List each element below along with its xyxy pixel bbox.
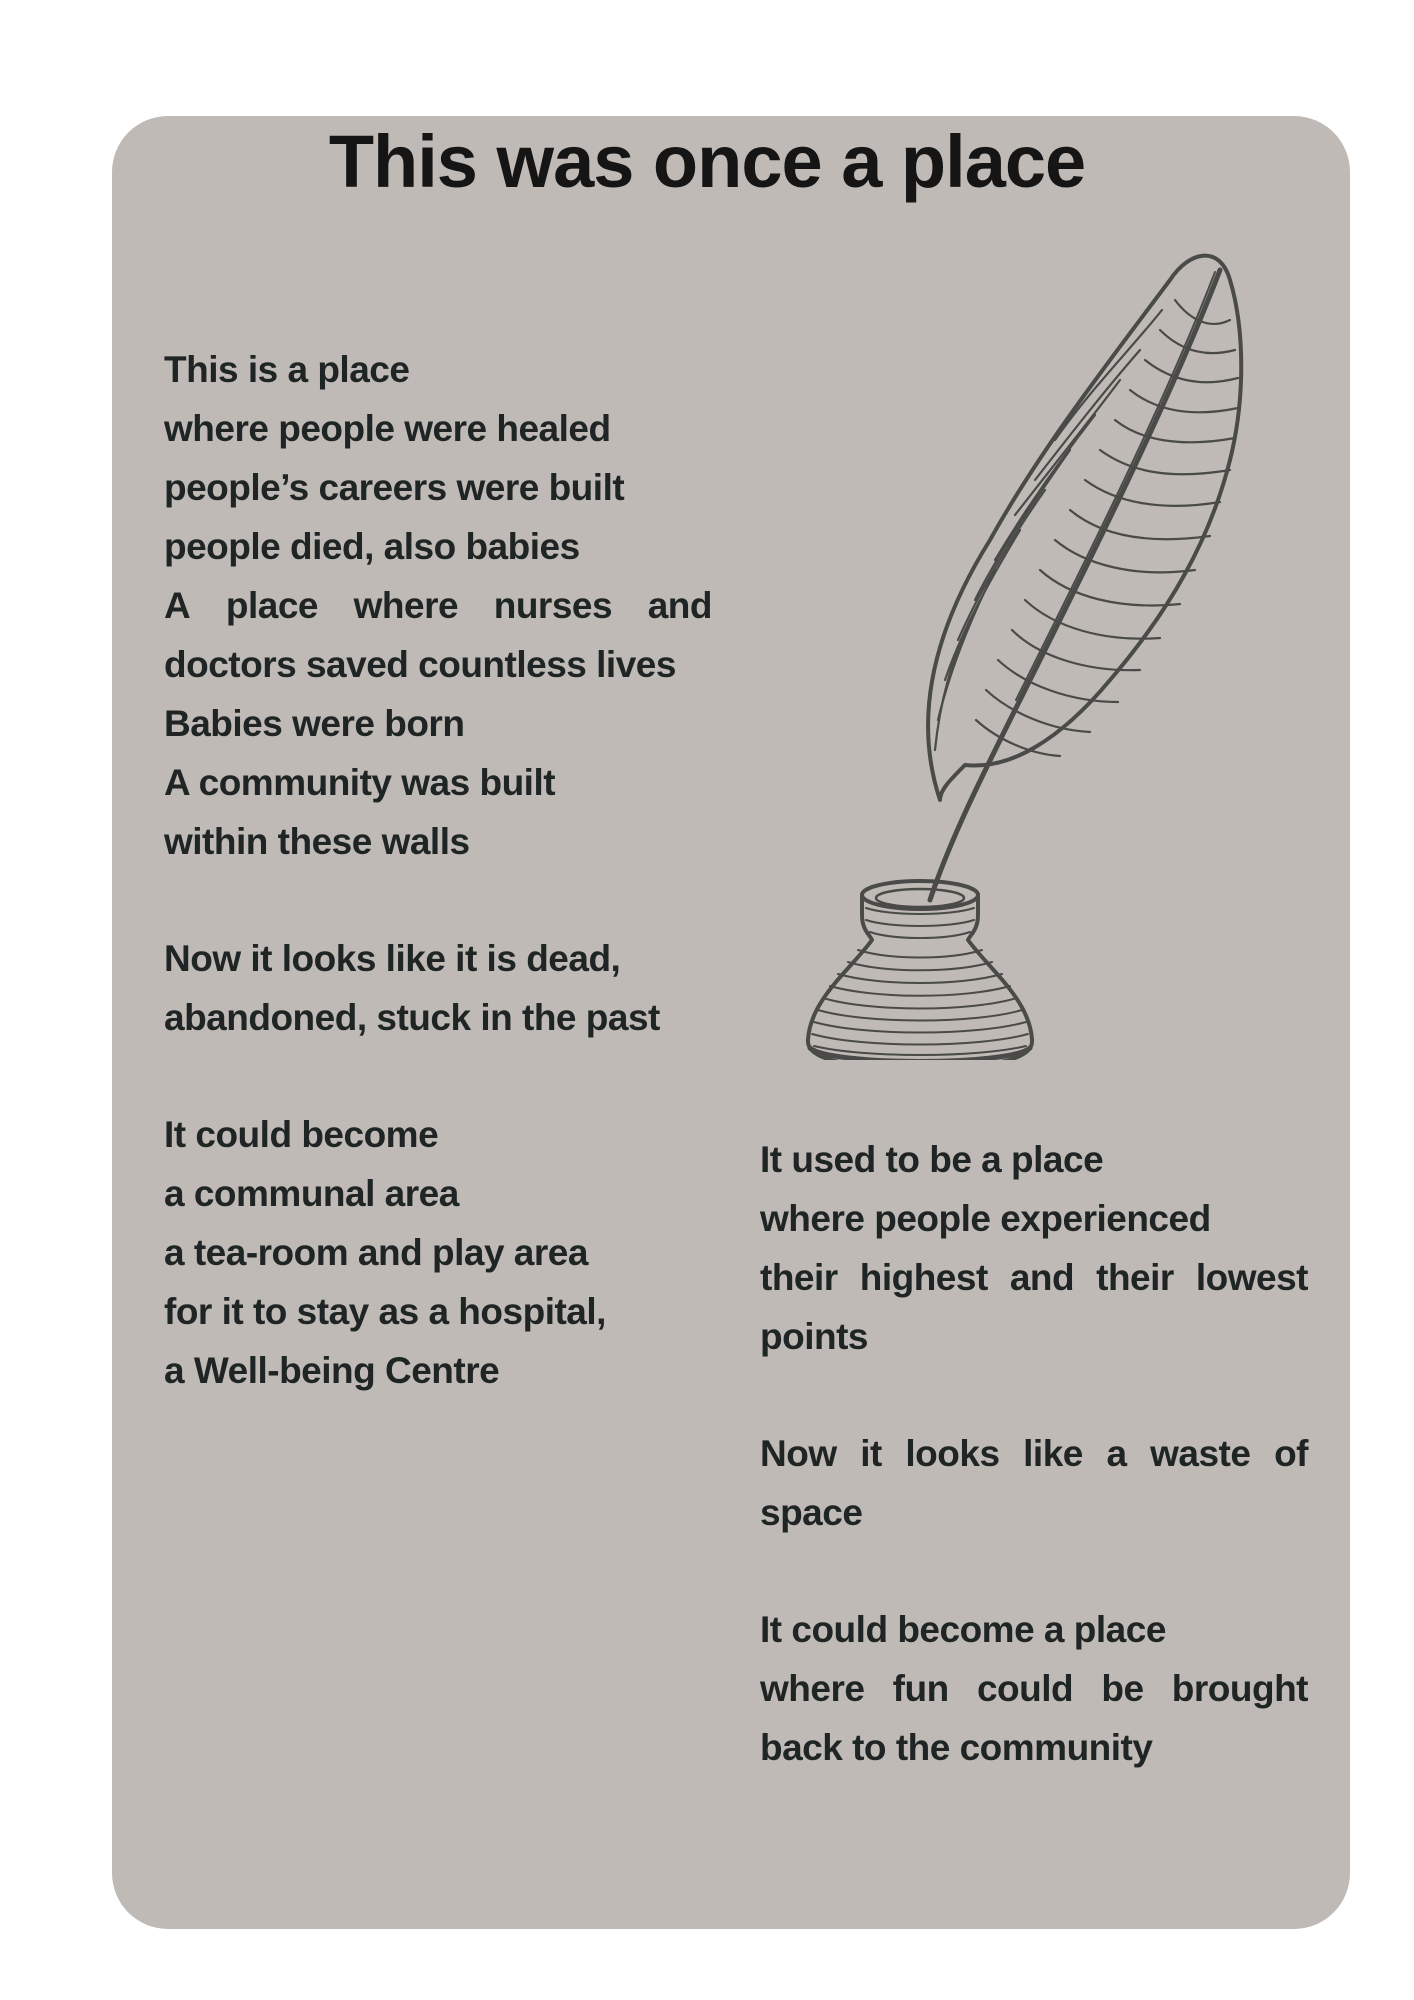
- poem-line: [760, 1659, 1308, 1718]
- poem-line: points: [760, 1316, 868, 1357]
- poem-word: like: [1023, 1433, 1083, 1474]
- poem-line: a Well-being Centre: [164, 1350, 500, 1391]
- poem-word: their: [1096, 1257, 1174, 1298]
- poem-line: a tea-room and play area: [164, 1232, 588, 1273]
- poem-line: abandoned, stuck in the past: [164, 997, 660, 1038]
- poem-word: place: [225, 585, 318, 626]
- right-stanza-1: [760, 1130, 1308, 1366]
- poem-word: their: [760, 1257, 838, 1298]
- poem-line: It could become a place: [760, 1609, 1166, 1650]
- poem-word: it: [860, 1433, 882, 1474]
- poem-line: [760, 1248, 1308, 1307]
- poem-word: brought: [1171, 1668, 1308, 1709]
- right-stanza-3: [760, 1600, 1308, 1777]
- poem-line: A community was built: [164, 762, 556, 803]
- left-stanza-1: [164, 340, 712, 871]
- poem-word: looks: [905, 1433, 1000, 1474]
- poem-line: This is a place: [164, 349, 410, 390]
- poem-line: for it to stay as a hospital,: [164, 1291, 606, 1332]
- poem-line: Babies were born: [164, 703, 465, 744]
- poem-word: A: [164, 585, 191, 626]
- poem-word: where: [760, 1668, 865, 1709]
- poem-word: and: [1009, 1257, 1075, 1298]
- poem-line: space: [760, 1492, 863, 1533]
- inkwell-icon: [808, 881, 1032, 1060]
- poem-line: doctors saved countless lives: [164, 644, 676, 685]
- poem-word: Now: [760, 1433, 837, 1474]
- right-stanza-2: [760, 1424, 1308, 1542]
- page-title: This was once a place: [328, 120, 1086, 203]
- poem-word: waste: [1150, 1433, 1251, 1474]
- poem-word: highest: [859, 1257, 988, 1298]
- poem-line: Now it looks like it is dead,: [164, 938, 621, 979]
- poem-word: nurses: [493, 585, 613, 626]
- poem-line: [164, 576, 712, 635]
- poem-word: fun: [892, 1668, 949, 1709]
- poem-line: within these walls: [164, 821, 470, 862]
- poem-word: lowest: [1195, 1257, 1308, 1298]
- poem-word: a: [1106, 1433, 1127, 1474]
- left-stanza-3: [164, 1105, 712, 1400]
- feather-barbs-icon: [935, 300, 1238, 756]
- poem-word: could: [976, 1668, 1074, 1709]
- poem-line: a communal area: [164, 1173, 459, 1214]
- poem-word: and: [647, 585, 712, 626]
- poem-line: where people were healed: [164, 408, 611, 449]
- quill-and-inkwell-icon: [790, 240, 1290, 1060]
- poem-word: of: [1274, 1433, 1308, 1474]
- poem-line: It used to be a place: [760, 1139, 1104, 1180]
- poem-word: be: [1101, 1668, 1144, 1709]
- poem-line: back to the community: [760, 1727, 1153, 1768]
- poem-line: people’s careers were built: [164, 467, 625, 508]
- poem-line: [760, 1424, 1308, 1483]
- poem-word: where: [353, 585, 459, 626]
- poem-line: people died, also babies: [164, 526, 580, 567]
- poem-line: It could become: [164, 1114, 439, 1155]
- left-stanza-2: [164, 929, 712, 1047]
- poem-line: where people experienced: [760, 1198, 1211, 1239]
